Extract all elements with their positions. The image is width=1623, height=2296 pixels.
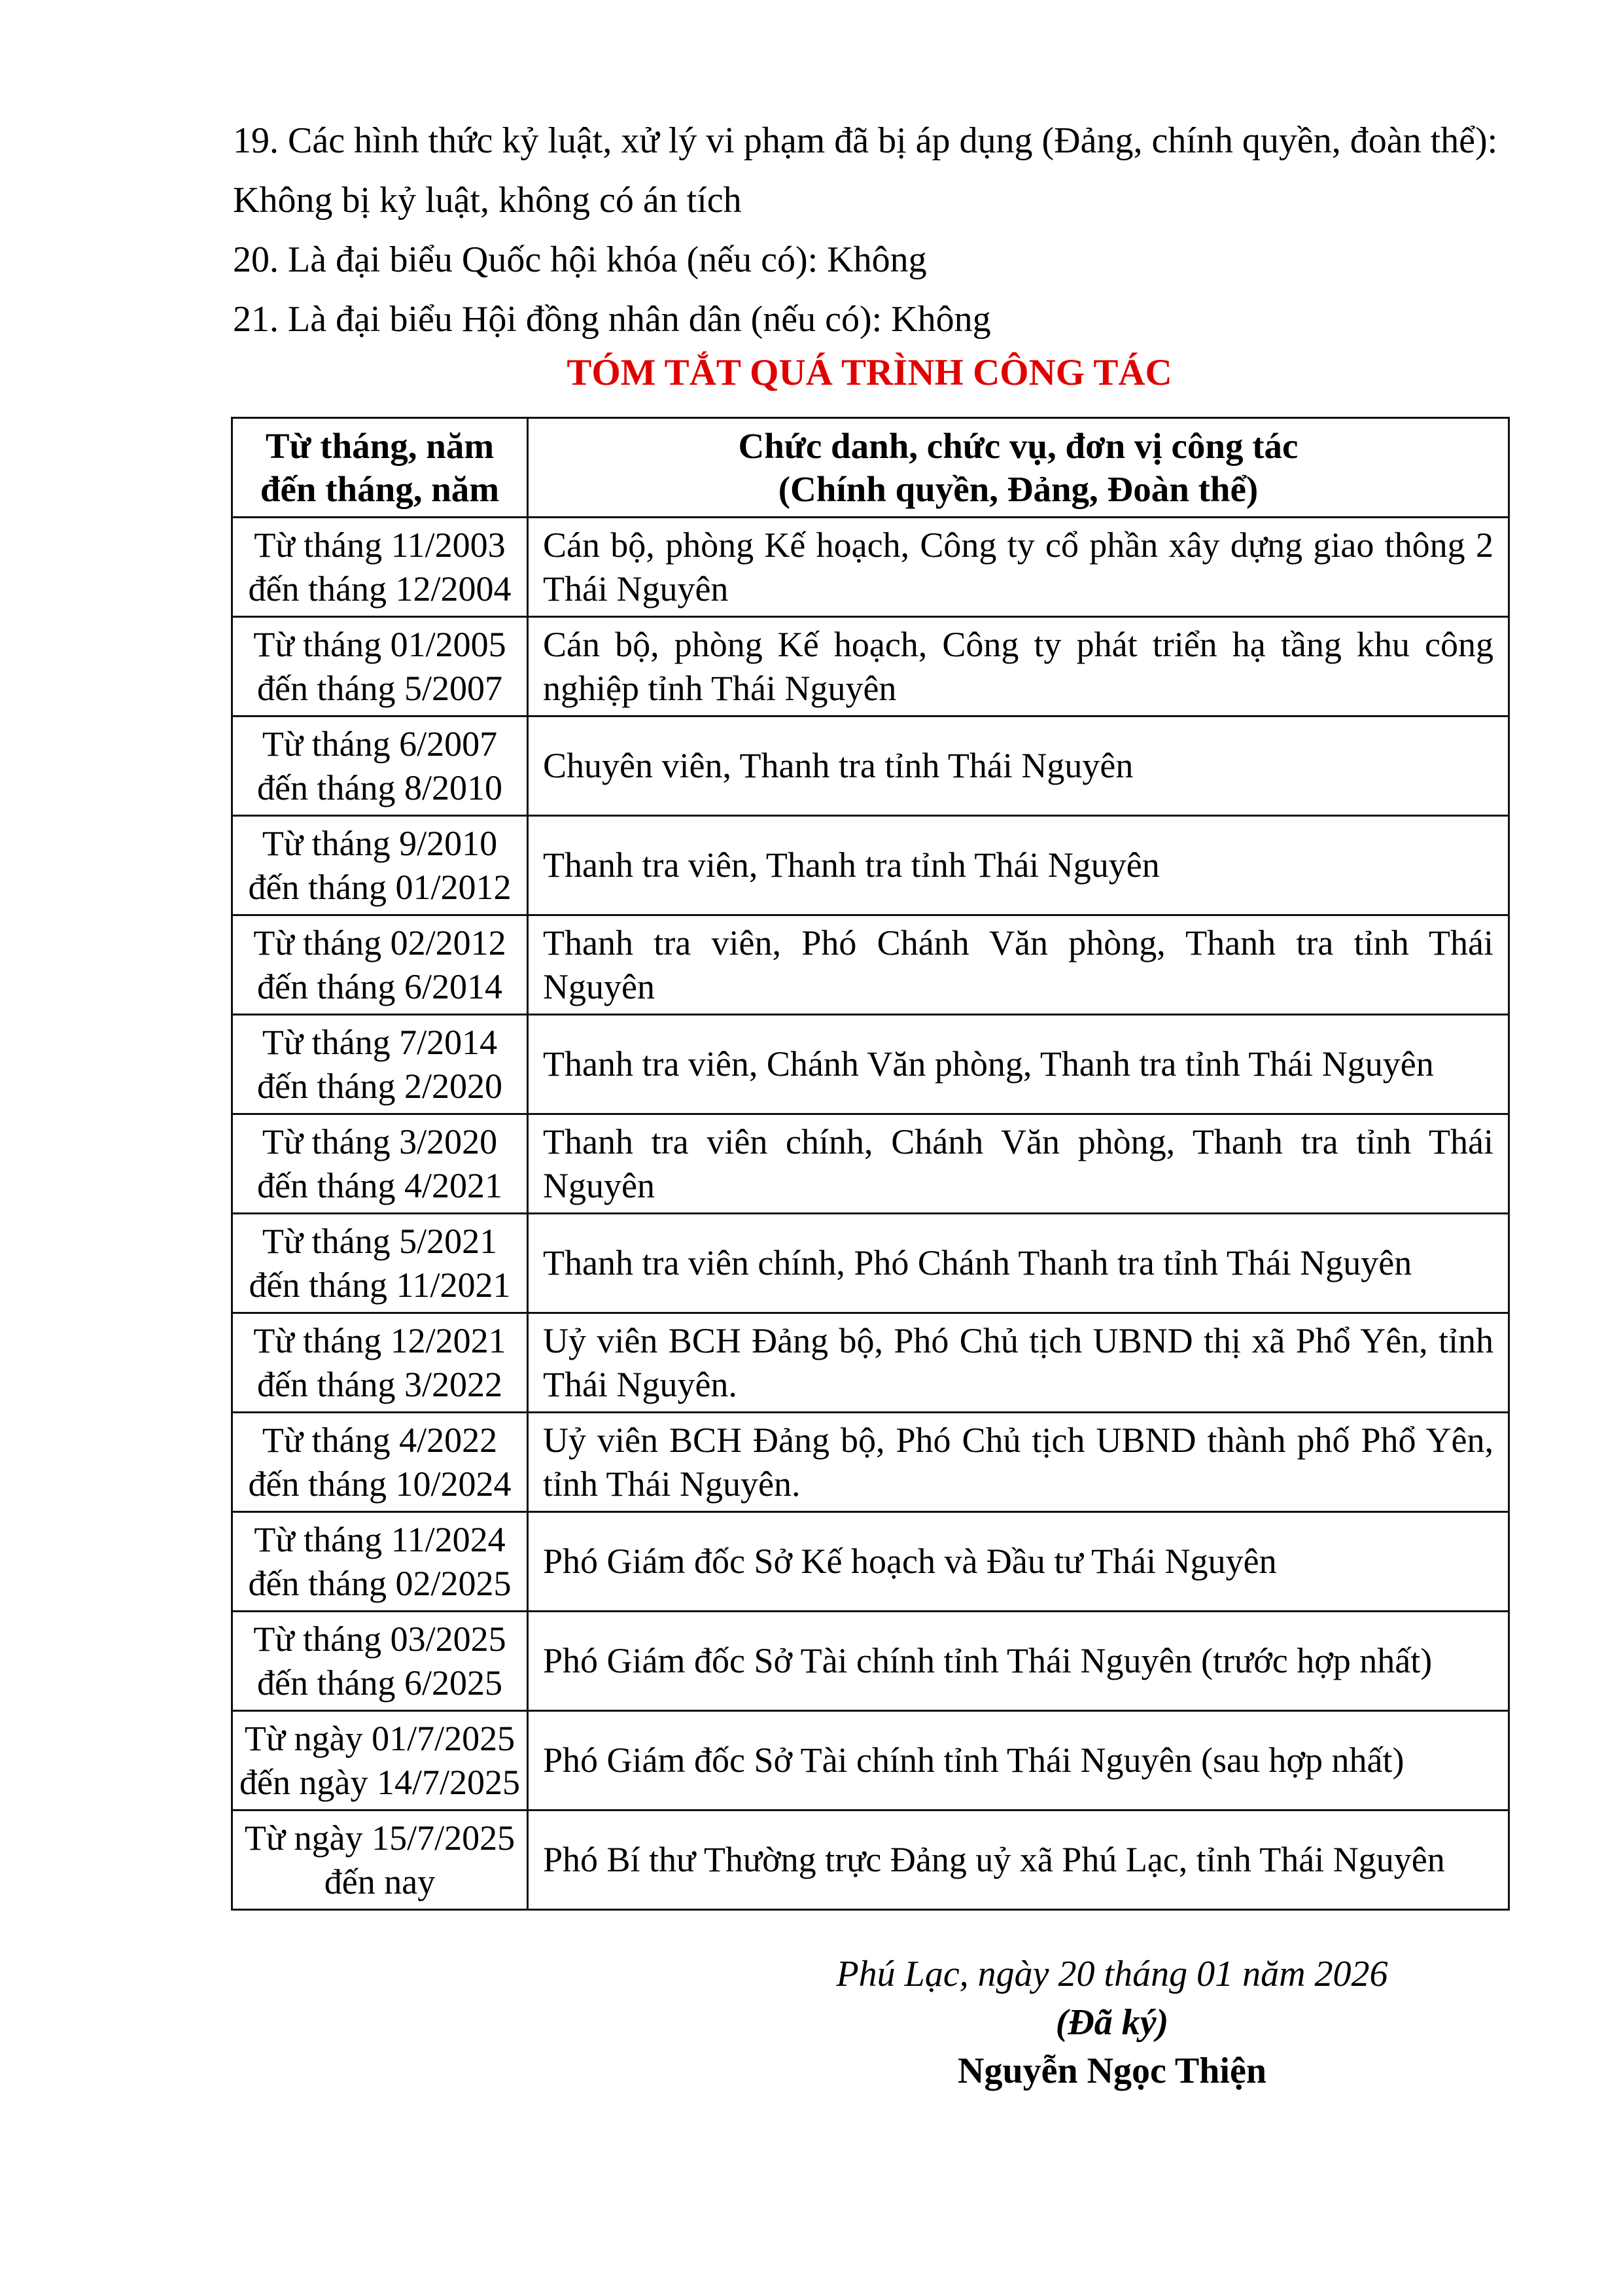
position-cell: Phó Giám đốc Sở Tài chính tỉnh Thái Nguyên (sau hợp nhất) (528, 1711, 1509, 1810)
table-row (232, 1313, 1509, 1413)
table-row (232, 1512, 1509, 1612)
table-row (232, 518, 1509, 617)
position-cell: Uỷ viên BCH Đảng bộ, Phó Chủ tịch UBND thị xã Phổ Yên, tỉnh Thái Nguyên. (528, 1313, 1509, 1413)
position-cell: Thanh tra viên chính, Phó Chánh Thanh tra tỉnh Thái Nguyên (528, 1214, 1509, 1313)
item-19-label: 19. Các hình thức kỷ luật, xử lý vi phạm đã bị áp dụng (Đảng, chính quyền, đoàn thể): (233, 120, 1498, 161)
table-row (232, 1114, 1509, 1214)
position-cell: Phó Giám đốc Sở Tài chính tỉnh Thái Nguyên (trước hợp nhất) (528, 1612, 1509, 1711)
header-position: Chức danh, chức vụ, đơn vị công tác (Chính quyền, Đảng, Đoàn thể) (528, 418, 1509, 518)
table-row (232, 1711, 1509, 1810)
position-cell: Chuyên viên, Thanh tra tỉnh Thái Nguyên (528, 716, 1509, 816)
position-cell: Thanh tra viên, Chánh Văn phòng, Thanh tra tỉnh Thái Nguyên (528, 1015, 1509, 1114)
signer-name: Nguyễn Ngọc Thiện (958, 2051, 1266, 2091)
period-cell: Từ tháng 03/2025 đến tháng 6/2025 (232, 1612, 528, 1711)
position-cell: Thanh tra viên, Thanh tra tỉnh Thái Nguyên (528, 816, 1509, 915)
position-cell: Cán bộ, phòng Kế hoạch, Công ty cổ phần xây dựng giao thông 2 Thái Nguyên (528, 518, 1509, 617)
period-cell: Từ tháng 3/2020 đến tháng 4/2021 (232, 1114, 528, 1214)
period-cell: Từ tháng 11/2003 đến tháng 12/2004 (232, 518, 528, 617)
period-cell: Từ tháng 6/2007 đến tháng 8/2010 (232, 716, 528, 816)
section-title: TÓM TẮT QUÁ TRÌNH CÔNG TÁC (567, 352, 1172, 393)
place-date: Phú Lạc, ngày 20 tháng 01 năm 2026 (836, 1954, 1388, 1994)
table-row (232, 816, 1509, 915)
period-cell: Từ tháng 01/2005 đến tháng 5/2007 (232, 617, 528, 716)
item-20: 20. Là đại biểu Quốc hội khóa (nếu có): Không (233, 239, 927, 280)
position-cell: Thanh tra viên, Phó Chánh Văn phòng, Thanh tra tỉnh Thái Nguyên (528, 915, 1509, 1015)
header-period: Từ tháng, năm đến tháng, năm (232, 418, 528, 518)
table-row (232, 1015, 1509, 1114)
period-cell: Từ ngày 15/7/2025 đến nay (232, 1810, 528, 1910)
table-row (232, 716, 1509, 816)
table-row (232, 1810, 1509, 1910)
table-row (232, 1214, 1509, 1313)
period-cell: Từ tháng 12/2021 đến tháng 3/2022 (232, 1313, 528, 1413)
table-row (232, 915, 1509, 1015)
position-cell: Phó Bí thư Thường trực Đảng uỷ xã Phú Lạc, tỉnh Thái Nguyên (528, 1810, 1509, 1910)
table-header-row (232, 418, 1509, 518)
table-row (232, 617, 1509, 716)
period-cell: Từ tháng 7/2014 đến tháng 2/2020 (232, 1015, 528, 1114)
work-history-table (231, 417, 1510, 1911)
position-cell: Thanh tra viên chính, Chánh Văn phòng, Thanh tra tỉnh Thái Nguyên (528, 1114, 1509, 1214)
period-cell: Từ tháng 9/2010 đến tháng 01/2012 (232, 816, 528, 915)
item-19-value: Không bị kỷ luật, không có án tích (233, 180, 742, 221)
period-cell: Từ ngày 01/7/2025 đến ngày 14/7/2025 (232, 1711, 528, 1810)
period-cell: Từ tháng 02/2012 đến tháng 6/2014 (232, 915, 528, 1015)
table-row (232, 1612, 1509, 1711)
signature-block (785, 1950, 1439, 2095)
period-cell: Từ tháng 5/2021 đến tháng 11/2021 (232, 1214, 528, 1313)
period-cell: Từ tháng 4/2022 đến tháng 10/2024 (232, 1413, 528, 1512)
item-21: 21. Là đại biểu Hội đồng nhân dân (nếu có): Không (233, 299, 991, 340)
signed-note: (Đã ký) (1055, 2002, 1169, 2043)
table-row (232, 1413, 1509, 1512)
position-cell: Cán bộ, phòng Kế hoạch, Công ty phát triển hạ tầng khu công nghiệp tỉnh Thái Nguyên (528, 617, 1509, 716)
personal-info-section (233, 111, 1515, 349)
period-cell: Từ tháng 11/2024 đến tháng 02/2025 (232, 1512, 528, 1612)
position-cell: Phó Giám đốc Sở Kế hoạch và Đầu tư Thái Nguyên (528, 1512, 1509, 1612)
position-cell: Uỷ viên BCH Đảng bộ, Phó Chủ tịch UBND thành phố Phổ Yên, tỉnh Thái Nguyên. (528, 1413, 1509, 1512)
